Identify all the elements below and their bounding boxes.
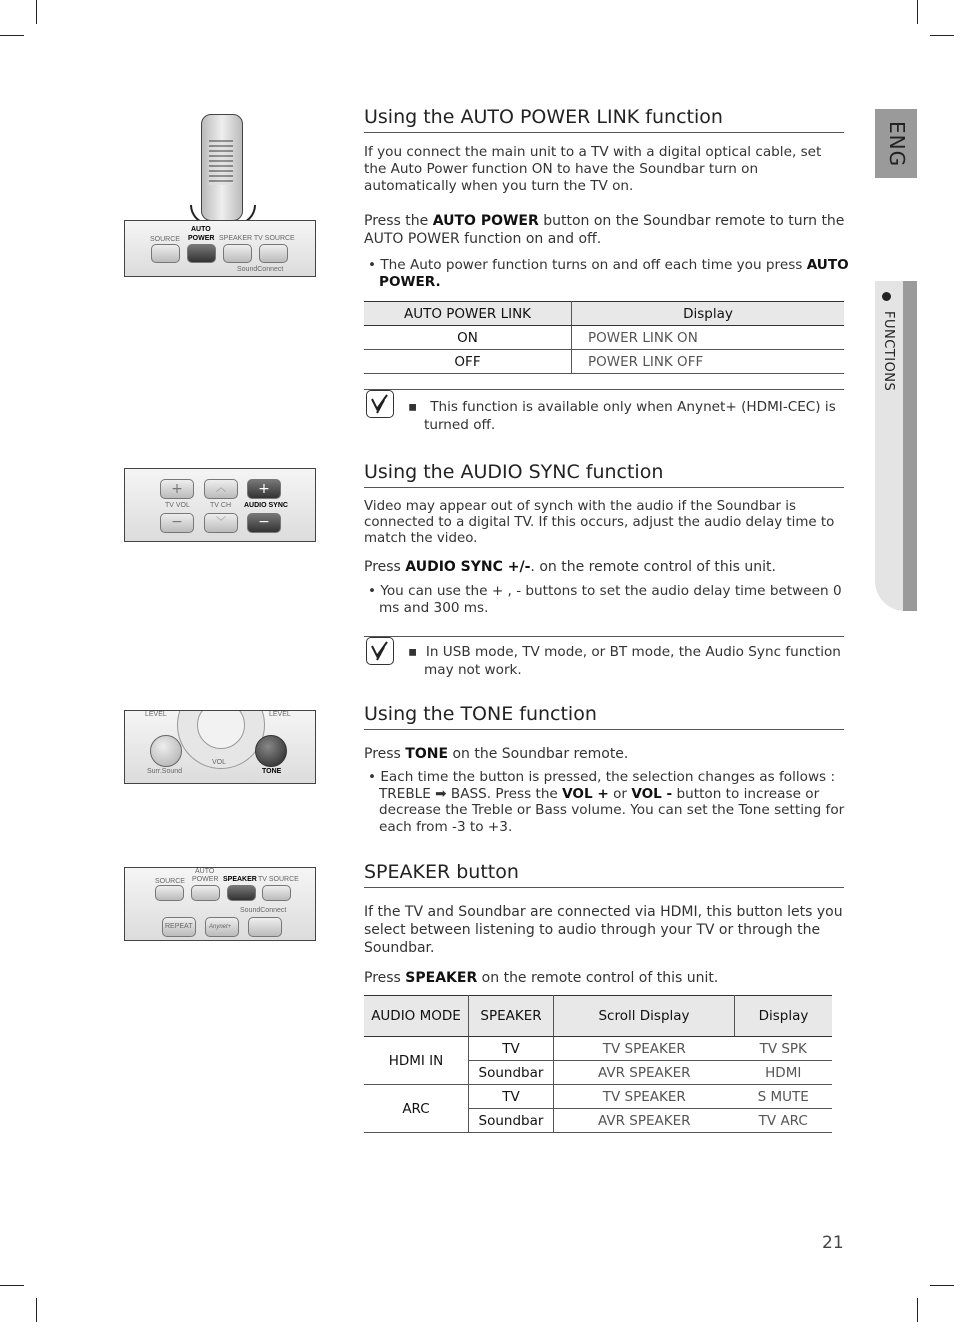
language-label: ENG <box>885 121 909 168</box>
auto-power-intro: If you connect the main unit to a TV with a digital optical cable, set the Auto Power function ON to have the Soundbar turn on automatically when you turn the TV on. <box>364 144 822 194</box>
level-label-left: LEVEL <box>145 711 167 718</box>
soundconnect-button <box>248 917 282 937</box>
table-cell: Soundbar <box>469 1109 554 1133</box>
section-tab-label: FUNCTIONS <box>881 311 896 392</box>
audio-sync-label: AUDIO SYNC <box>244 502 288 509</box>
table-row <box>364 326 844 350</box>
tv-source-button <box>259 244 288 263</box>
speaker-label: SPEAKER <box>223 876 257 883</box>
table-cell: TV <box>469 1085 554 1109</box>
table-header: AUDIO MODE <box>364 996 469 1037</box>
table-cell: POWER LINK ON <box>572 326 845 350</box>
table-row <box>364 350 844 374</box>
table-cell: TV SPK <box>735 1037 833 1061</box>
soundconnect-label: SoundConnect <box>237 266 284 273</box>
crop-mark <box>930 35 954 36</box>
crop-mark <box>36 1298 37 1322</box>
vol-plus-keyword: VOL + <box>562 785 609 802</box>
auto-power-press: Press the AUTO POWER button on the Soundbar remote to turn the AUTO POWER function on and off. <box>364 213 845 247</box>
table-row <box>364 1037 832 1061</box>
remote-panel <box>124 220 316 277</box>
tone-keyword: TONE <box>405 746 449 762</box>
table-header: Display <box>735 996 833 1037</box>
tv-vol-label: TV VOL <box>165 502 190 509</box>
table-cell: AVR SPEAKER <box>554 1109 735 1133</box>
tv-ch-label: TV CH <box>210 502 231 509</box>
table-header: AUTO POWER LINK <box>364 302 572 326</box>
crop-mark <box>917 0 918 24</box>
source-button <box>155 885 184 901</box>
tv-source-label: TV SOURCE <box>258 876 299 883</box>
audio-sync-note <box>364 636 844 683</box>
speaker-button <box>223 244 252 263</box>
tone-title: Using the TONE function <box>364 703 844 730</box>
table-cell: S MUTE <box>735 1085 833 1109</box>
audio-sync-plus-button: + <box>247 479 281 499</box>
speaker-keyword: SPEAKER <box>405 970 478 986</box>
crop-mark <box>36 0 37 24</box>
page-number: 21 <box>822 1233 844 1253</box>
source-label: SOURCE <box>155 878 185 885</box>
power-label: POWER <box>188 235 215 242</box>
table-cell: TV SPEAKER <box>554 1085 735 1109</box>
auto-power-title: Using the AUTO POWER LINK function <box>364 106 844 133</box>
table-cell: Soundbar <box>469 1061 554 1085</box>
table-cell: TV <box>469 1037 554 1061</box>
tv-source-button <box>262 885 291 901</box>
vol-label: VOL <box>212 759 227 766</box>
auto-power-button <box>187 244 216 263</box>
auto-power-bullet: • The Auto power function turns on and off each time you press AUTO POWER. <box>368 257 849 290</box>
audio-sync-bullet: • You can use the + , - buttons to set the audio delay time between 0 ms and 300 ms. <box>368 583 842 616</box>
note-icon <box>366 637 394 665</box>
tv-ch-down-button: ﹀ <box>204 513 238 533</box>
remote-illustration-audio-sync <box>124 468 316 542</box>
auto-label: AUTO <box>195 868 215 875</box>
audio-sync-keyword: AUDIO SYNC +/- <box>405 559 531 575</box>
table-cell: HDMI <box>735 1061 833 1085</box>
section-tab-bar <box>903 281 917 611</box>
anynet-label: Anynet+ <box>209 924 232 930</box>
tone-press: Press TONE on the Soundbar remote. <box>364 746 629 762</box>
table-cell: HDMI IN <box>364 1037 469 1085</box>
vol-minus-keyword: VOL - <box>631 785 673 802</box>
note-text: ▪ This function is available only when Anynet+ (HDMI-CEC) is turned off. <box>408 399 836 433</box>
arrow-icon: ➡ <box>435 785 447 802</box>
speaker-button <box>227 885 256 901</box>
language-tab <box>875 109 917 178</box>
repeat-label: REPEAT <box>165 923 193 930</box>
tv-vol-down-button: − <box>160 513 194 533</box>
tv-ch-up-button: ︿ <box>204 479 238 499</box>
level-label-right: LEVEL <box>269 711 291 718</box>
crop-mark <box>930 1285 954 1286</box>
surround-sound-button <box>150 735 182 767</box>
table-cell: ON <box>364 326 572 350</box>
section-tab-dot <box>882 292 891 301</box>
table-header: Display <box>572 302 845 326</box>
table-header-row <box>364 302 844 326</box>
remote-illustration-speaker <box>124 867 316 941</box>
auto-power-note <box>364 389 844 440</box>
surround-sound-label: Surr.Sound <box>147 768 183 775</box>
remote-illustration-tone <box>124 710 316 784</box>
table-cell: AVR SPEAKER <box>554 1061 735 1085</box>
crop-mark <box>917 1298 918 1322</box>
speaker-intro: If the TV and Soundbar are connected via HDMI, this button lets you select between listening to audio through your TV or through the Soundbar. <box>364 904 843 956</box>
speaker-table <box>364 995 832 1133</box>
crop-mark <box>0 35 24 36</box>
tone-label: TONE <box>262 768 282 775</box>
auto-label: AUTO <box>191 226 211 233</box>
auto-power-keyword-2: AUTO POWER. <box>379 257 849 290</box>
audio-sync-title: Using the AUDIO SYNC function <box>364 461 844 488</box>
table-row <box>364 1085 832 1109</box>
source-label: SOURCE <box>150 236 180 243</box>
speaker-press: Press SPEAKER on the remote control of this unit. <box>364 970 719 986</box>
auto-power-keyword: AUTO POWER <box>432 213 539 229</box>
table-header: SPEAKER <box>469 996 554 1037</box>
remote-keypad <box>209 140 233 185</box>
auto-power-button <box>191 885 220 901</box>
soundconnect-label: SoundConnect <box>240 907 287 914</box>
speaker-title: SPEAKER button <box>364 861 844 888</box>
audio-sync-press: Press AUDIO SYNC +/-. on the remote control of this unit. <box>364 559 776 575</box>
tone-button <box>255 735 287 767</box>
table-header-row <box>364 996 832 1037</box>
power-label: POWER <box>192 876 219 883</box>
tv-vol-up-button: + <box>160 479 194 499</box>
source-button <box>151 244 180 263</box>
audio-sync-minus-button: − <box>247 513 281 533</box>
crop-mark <box>0 1285 24 1286</box>
table-header: Scroll Display <box>554 996 735 1037</box>
speaker-tv-source-label: SPEAKER TV SOURCE <box>219 235 295 242</box>
note-icon <box>366 390 394 418</box>
note-text: ▪ In USB mode, TV mode, or BT mode, the Audio Sync function may not work. <box>408 644 841 678</box>
table-cell: TV SPEAKER <box>554 1037 735 1061</box>
table-cell: ARC <box>364 1085 469 1133</box>
table-cell: TV ARC <box>735 1109 833 1133</box>
auto-power-table <box>364 301 844 374</box>
table-cell: POWER LINK OFF <box>572 350 845 374</box>
audio-sync-intro: Video may appear out of synch with the audio if the Soundbar is connected to a digital TV. If this occurs, adjust the audio delay time to match the video. <box>364 499 835 546</box>
tone-bullet: • Each time the button is pressed, the selection changes as follows : TREBLE ➡ BASS. Press the VOL + or VOL - button to increase or decrease the Treble or Bass volume. You can set the Tone setting for each from -3 to +3. <box>368 769 845 835</box>
table-cell: OFF <box>364 350 572 374</box>
